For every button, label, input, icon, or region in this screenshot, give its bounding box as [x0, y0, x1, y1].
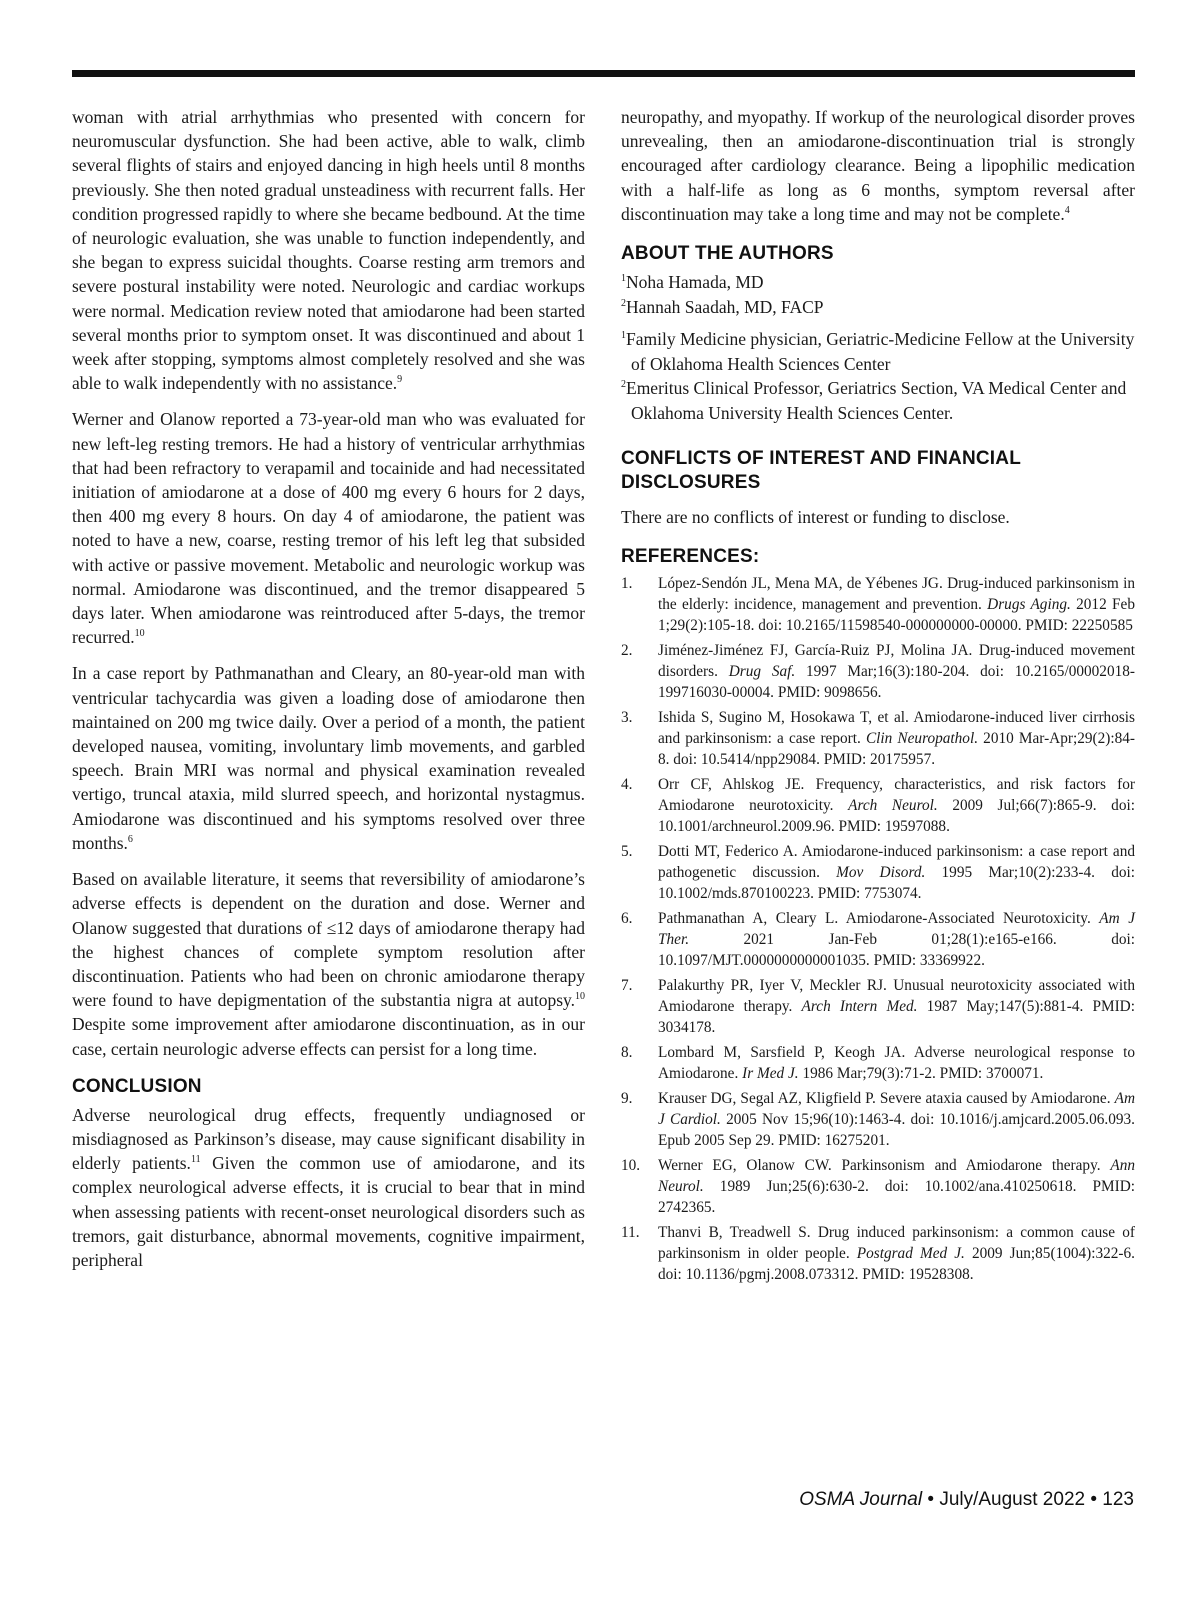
- reference-item: 11. Thanvi B, Treadwell S. Drug induced parkinsonism: a common cause of parkinsonism in older people. Postgrad Med J. 2009 Jun;85(1004):322-6. doi: 10.1136/pgmj.2008.073312. PMID: 19528308.: [621, 1224, 1135, 1284]
- reference-item: 9. Krauser DG, Segal AZ, Kligfield P. Severe ataxia caused by Amiodarone. Am J Cardiol. 2005 Nov 15;96(10):1463-4. doi: 10.1016/j.amjcard.2005.06.093. Epub 2005 Sep 29. PMID: 16275201.: [621, 1090, 1135, 1150]
- section-heading-authors: ABOUT THE AUTHORS: [621, 243, 834, 265]
- issue-date: July/August 2022: [939, 1489, 1086, 1510]
- journal-name: Am J Cardiol.: [658, 1090, 1135, 1129]
- left-column: [72, 105, 585, 1284]
- citation-mark[interactable]: 9: [397, 374, 403, 386]
- conflicts-statement: There are no conflicts of interest or funding to disclose.: [621, 507, 1010, 528]
- reference-item: 4. Orr CF, Ahlskog JE. Frequency, characteristics, and risk factors for Amiodarone neurotoxicity. Arch Neurol. 2009 Jul;66(7):865-9. doi: 10.1001/archneurol.2009.96. PMID: 19597088.: [621, 776, 1135, 836]
- page-number: 123: [1102, 1489, 1134, 1510]
- author-entry: $^2$Hannah Saadah, MD, FACP: [621, 296, 824, 317]
- citation-mark[interactable]: 4: [1064, 204, 1070, 216]
- journal-name: Ir Med J.: [742, 1065, 799, 1083]
- right-column: [621, 105, 1135, 1289]
- body-paragraph: Werner and Olanow reported a 73-year-old man who was evaluated for new left-leg resting tremors. He had a history of ventricular arrhythmias that had been refractory to verapamil and tocainide and had necessitated initiation of amiodarone at a dose of 400 mg every 6 hours for 2 days, then 400 mg every 8 hours. On day 4 of amiodarone, the patient was noted to have a new, coarse, resting tremor of his left leg that subsided with active or passive movement. Metabolic and neurologic workup was normal. Amiodarone was discontinued, and the tremor disappeared 5 days later. When amiodarone was reintroduced after 5-days, the tremor recurred.$^{10}$: [72, 409, 585, 648]
- citation-mark[interactable]: 10: [134, 628, 145, 640]
- body-paragraph: woman with atrial arrhythmias who presented with concern for neuromuscular dysfunction. She had been active, able to walk, climb several flights of stairs and enjoyed dancing in high heels until 8 months previously. She then noted gradual unsteadiness with recurrent falls. Her condition progressed rapidly to where she became bedbound. At the time of neurologic evaluation, she was unable to function independently, and she began to express suicidal thoughts. Coarse resting arm tremors and severe postural instability were noted. Neurologic and cardiac workups were normal. Medication review noted that amiodarone had been started several months prior to symptom onset. It was discontinued and about 1 week after stopping, symptoms almost completely resolved and she was able to walk independently with no assistance.$^9$: [72, 107, 585, 394]
- reference-item: 10. Werner EG, Olanow CW. Parkinsonism and Amiodarone therapy. Ann Neurol. 1989 Jun;25(6):630-2. doi: 10.1002/ana.410250618. PMID: 2742365.: [621, 1157, 1135, 1217]
- reference-list: [621, 573, 1135, 1285]
- page-footer: [799, 1489, 1134, 1511]
- body-paragraph: neuropathy, and myopathy. If workup of the neurological disorder proves unrevealing, then an amiodarone-discontinuation trial is strongly encouraged after cardiology clearance. Being a lipophilic medication with a half-life as long as 6 months, symptom reversal after discontinuation may take a long time and may not be complete.$^4$: [621, 107, 1135, 224]
- citation-mark[interactable]: 10: [575, 991, 585, 1003]
- reference-item: 2. Jiménez-Jiménez FJ, García-Ruiz PJ, Molina JA. Drug-induced movement disorders. Drug Saf. 1997 Mar;16(3):180-204. doi: 10.2165/00002018-199716030-00004. PMID: 9098656.: [621, 642, 1135, 702]
- footer-separator: •: [922, 1489, 940, 1510]
- reference-item: 8. Lombard M, Sarsfield P, Keogh JA. Adverse neurological response to Amiodarone. Ir Med J. 1986 Mar;79(3):71-2. PMID: 3700071.: [621, 1044, 1135, 1083]
- reference-item: 6. Pathmanathan A, Cleary L. Amiodarone-Associated Neurotoxicity. Am J Ther. 2021 Jan-Feb 01;28(1):e165-e166. doi: 10.1097/MJT.0000000000001035. PMID: 33369922.: [621, 910, 1135, 970]
- citation-mark[interactable]: 6: [127, 834, 133, 846]
- affiliation-entry: $^1$Family Medicine physician, Geriatric-Medicine Fellow at the University of Oklahoma Health Sciences Center: [621, 329, 1135, 374]
- journal-name: Clin Neuropathol.: [865, 730, 979, 748]
- journal-name: Am J Ther.: [658, 910, 1135, 949]
- citation-mark[interactable]: 11: [190, 1154, 201, 1166]
- section-heading-conflicts: CONFLICTS OF INTEREST AND FINANCIAL DISCLOSURES: [621, 448, 1021, 494]
- reference-item: 1. López-Sendón JL, Mena MA, de Yébenes JG. Drug-induced parkinsonism in the elderly: incidence, management and prevention. Drugs Aging. 2012 Feb 1;29(2):105-18. doi: 10.2165/11598540-000000000-00000. PMID: 22250585: [621, 575, 1135, 635]
- body-paragraph: Based on available literature, it seems that reversibility of amiodarone’s adverse effects is dependent on the duration and dose. Werner and Olanow suggested that durations of ≤12 days of amiodarone therapy had the highest chances of complete symptom resolution after discontinuation. Patients who had been on chronic amiodarone therapy were found to have depigmentation of the substantia nigra at autopsy.$^{10}$ Despite some improvement after amiodarone discontinuation, as in our case, certain neurologic adverse effects can persist for a long time.: [72, 869, 585, 1059]
- section-heading-conclusion: CONCLUSION: [72, 1075, 202, 1097]
- top-rule: [72, 70, 1135, 77]
- reference-item: 7. Palakurthy PR, Iyer V, Meckler RJ. Unusual neurotoxicity associated with Amiodarone therapy. Arch Intern Med. 1987 May;147(5):881-4. PMID: 3034178.: [621, 977, 1135, 1037]
- journal-name: Drug Saf.: [728, 663, 796, 681]
- journal-name: Mov Disord.: [836, 864, 926, 882]
- author-entry: $^1$Noha Hamada, MD: [621, 272, 764, 293]
- section-heading-references: REFERENCES:: [621, 546, 760, 568]
- reference-item: 3. Ishida S, Sugino M, Hosokawa T, et al. Amiodarone-induced liver cirrhosis and parkinsonism: a case report. Clin Neuropathol. 2010 Mar-Apr;29(2):84-8. doi: 10.5414/npp29084. PMID: 20175957.: [621, 709, 1135, 769]
- footer-separator: •: [1085, 1489, 1103, 1510]
- body-paragraph: In a case report by Pathmanathan and Cleary, an 80-year-old man with ventricular tachycardia was given a loading dose of amiodarone then maintained on 200 mg twice daily. Over a period of a month, the patient developed nausea, vomiting, involuntary limb movements, and garbled speech. Brain MRI was normal and physical examination revealed vertigo, truncal ataxia, mild slurred speech, and horizontal nystagmus. Amiodarone was discontinued and his symptoms resolved over three months.$^6$: [72, 663, 585, 853]
- author-list: [621, 270, 1135, 319]
- journal-name: Ann Neurol.: [658, 1157, 1135, 1196]
- journal-title: OSMA Journal: [799, 1489, 923, 1510]
- affiliation-entry: $^2$Emeritus Clinical Professor, Geriatrics Section, VA Medical Center and Oklahoma University Health Sciences Center.: [621, 378, 1127, 423]
- conclusion-paragraph: Adverse neurological drug effects, frequently undiagnosed or misdiagnosed as Parkinson’s disease, may cause significant disability in elderly patients.$^{11}$ Given the common use of amiodarone, and its complex neurological adverse effects, it is crucial to bear that in mind when assessing patients with recent-onset neurological disorders such as tremors, gait disturbance, abnormal movements, cognitive impairment, peripheral: [72, 1104, 585, 1270]
- journal-name: Arch Neurol.: [848, 797, 938, 815]
- journal-name: Postgrad Med J.: [856, 1245, 965, 1263]
- journal-name: Drugs Aging.: [987, 596, 1071, 614]
- reference-item: 5. Dotti MT, Federico A. Amiodarone-induced parkinsonism: a case report and pathogenetic discussion. Mov Disord. 1995 Mar;10(2):233-4. doi: 10.1002/mds.870100223. PMID: 7753074.: [621, 843, 1135, 903]
- affiliation-list: [621, 327, 1135, 425]
- journal-name: Arch Intern Med.: [801, 998, 918, 1016]
